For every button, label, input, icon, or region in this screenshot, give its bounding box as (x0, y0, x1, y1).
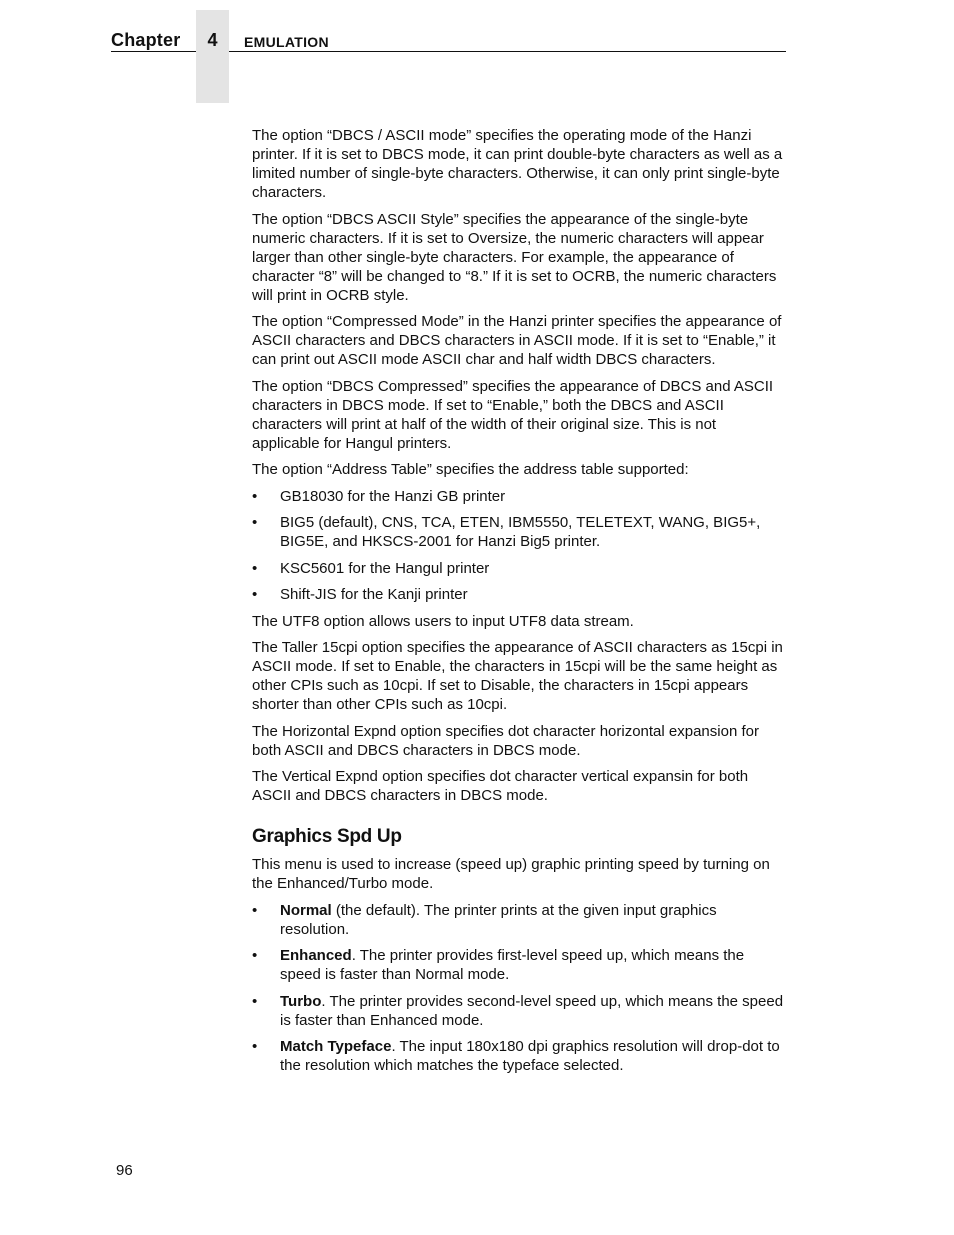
chapter-label: Chapter (111, 30, 181, 50)
list-item (252, 487, 786, 506)
list-item-text: Shift-JIS for the Kanji printer (280, 586, 468, 603)
paragraph: The UTF8 option allows users to input UTF8 data stream. (252, 612, 634, 630)
bullet-icon: • (252, 901, 258, 919)
paragraph: The Horizontal Expnd option specifies dot character horizontal expansion for both ASCII and DBCS characters in DBCS mode. (252, 722, 759, 759)
bullet-icon: • (252, 487, 258, 505)
list-item (252, 992, 786, 1030)
bullet-icon: • (252, 559, 258, 577)
page-content (252, 126, 786, 1083)
list-item-text: GB18030 for the Hanzi GB printer (280, 487, 506, 505)
list-item-term: Normal (280, 901, 332, 919)
header-rule-right (229, 51, 786, 52)
list-item-term: Match Typeface (280, 1038, 392, 1055)
list-item (252, 585, 786, 604)
list-item-text: KSC5601 for the Hangul printer (280, 559, 490, 577)
paragraph: The option “Compressed Mode” in the Hanzi printer specifies the appearance of ASCII characters and DBCS characters in ASCII mode. If it is set to “Enable,” it can print out ASCII mode ASCII char and half width DBCS characters. (252, 313, 782, 368)
paragraph: The Taller 15cpi option specifies the appearance of ASCII characters as 15cpi in ASCII mode. If set to Enable, the characters in 15cpi will be the same height as other CPIs such as 10cpi. If set to Disable, the characters in 15cpi appears shorter than other CPIs such as 10cpi. (252, 639, 783, 713)
paragraph: The option “Address Table” specifies the address table supported: (252, 461, 689, 478)
paragraph: The Vertical Expnd option specifies dot character vertical expansin for both ASCII and DBCS characters in DBCS mode. (252, 768, 749, 804)
list-item-text: BIG5 (default), CNS, TCA, ETEN, IBM5550, TELETEXT, WANG, BIG5+, BIG5E, and HKSCS-2001 for Hanzi Big5 printer. (280, 514, 761, 550)
section-title: EMULATION (244, 34, 329, 50)
chapter-number: 4 (207, 30, 218, 50)
list-item-text: (the default). The printer prints at the given input graphics resolution. (280, 901, 717, 938)
paragraph: This menu is used to increase (speed up) graphic printing speed by turning on the Enhanced/Turbo mode. (252, 856, 770, 892)
page-number: 96 (116, 1162, 133, 1179)
paragraph: The option “DBCS / ASCII mode” specifies the operating mode of the Hanzi printer. If it is set to DBCS mode, it can print double-byte characters as well as a limited number of single-byte characters. Otherwise, it can only print single-byte characters. (252, 127, 783, 201)
bullet-icon: • (252, 992, 258, 1010)
chapter-tab (196, 10, 229, 103)
list-item-text: . The input 180x180 dpi graphics resolution will drop-dot to the resolution which matches the typeface selected. (280, 1038, 780, 1074)
list-item (252, 559, 786, 578)
list-item-term: Enhanced (280, 947, 352, 964)
list-item (252, 1037, 786, 1075)
list-item (252, 946, 786, 984)
bullet-icon: • (252, 514, 258, 531)
paragraph: The option “DBCS Compressed” specifies the appearance of DBCS and ASCII characters in DBCS mode. If set to “Enable,” both the DBCS and ASCII characters will print at half of the width of their original size. This is not applicable for Hangul printers. (252, 377, 774, 452)
paragraph: The option “DBCS ASCII Style” specifies the appearance of the single-byte numeric characters. If it is set to Oversize, the numeric characters will appear larger than other single-byte characters. For example, the appearance of character “8” will be changed to “8.” If it is set to OCRB, the numeric characters will print in OCRB style. (252, 210, 777, 304)
header-rule-left (111, 51, 196, 52)
list-item-text: . The printer provides first-level speed up, which means the speed is faster than Normal mode. (280, 947, 745, 983)
section-heading: Graphics Spd Up (252, 826, 402, 847)
list-item-term: Turbo (280, 992, 322, 1010)
list-item (252, 513, 786, 551)
bullet-icon: • (252, 947, 258, 964)
bullet-icon: • (252, 1038, 258, 1055)
list-item-text: . The printer provides second-level speed up, which means the speed is faster than Enhanced mode. (280, 992, 784, 1029)
bullet-icon: • (252, 586, 258, 603)
list-item (252, 901, 786, 939)
